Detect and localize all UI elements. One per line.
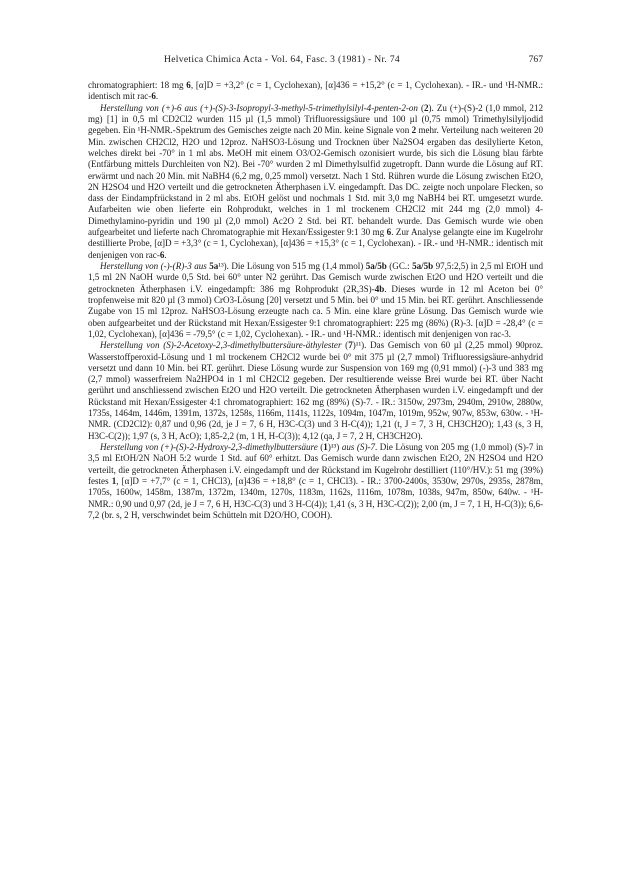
italic-heading: Herstellung von (+)-(S)-2-Hydroxy-2,3-dimethylbuttersäure: [100, 442, 318, 452]
compound-number: 6: [186, 80, 191, 90]
text-run: .: [164, 249, 167, 260]
text-run: (GC.:: [386, 261, 413, 271]
paragraph: [88, 80, 543, 103]
text-run: mehr. Verteilung nach weiteren 20 Min. zwischen CH2Cl2, H2O und 12proz. NaHSO3-Lösung und Trocknen über Na2SO4 ergaben das desilylierte Keton, welches direkt bei -70° in 1 ml abs. MeOH mit einem O3/O2-Gemisch ozonisiert wurde, bis sich die Lösung blau färbte (Entfärbung mittels Durchleiten von N2). Bei -70° wurden 2 ml Dimethylsulfid zugetropft. Dann wurde die Lösung auf RT. erwärmt und nach 20 Min. mit NaBH4 (6,2 mg, 0,25 mmol) versetzt. Nach 1 Std. Rühren wurde die Lösung zwischen Et2O, 2N H2SO4 und H2O verteilt und die getrockneten Ätherphasen i.V. eingedampft. Das DC. zeigte noch unpolare Flecken, so dass der Eindampfrückstand in 2 ml abs. EtOH gelöst und nochmals 1 Std. mit 3,0 mg NaBH4 bei RT. umgesetzt wurde. Aufarbeiten wie oben lieferte ein Rohprodukt, welches in 1 ml trockenem CH2Cl2 mit 244 mg (2,0 mmol) 4-Dimethylamino-pyridin und 190 µl (2,0 mmol) Ac2O 2 Std. bei RT. behandelt wurde. Das Gemisch wurde wie oben aufgearbeitet und lieferte nach Chromatographie mit Hexan/Essigester 9:1 30 mg: [88, 125, 543, 238]
paragraph: [88, 103, 543, 261]
compound-number: 2: [423, 102, 429, 113]
text-run: )¹¹). Das Gemisch von 60 µl (2,25 mmol) 90proz. Wasserstoffperoxid-Lösung und 1 ml trockenem CH2Cl2 wurde bei 0° mit 375 µl (2,7 mmol) Trifluoressigsäure-anhydrid versetzt und dann 10 Min. bei RT. gerührt. Diese Lösung wurde zur Suspension von 169 mg (0,91 mmol) (-)-3 und 383 mg (2,7 mmol) wasserfreiem Na2HPO4 in 1 ml CH2Cl2 gegeben. Der resultierende weisse Brei wurde bei RT. über Nacht gerührt und anschliessend zwischen Et2O und H2O verteilt. Die getrockneten Ätherphasen wurden i.V. eingedampft und der Rückstand mit Hexan/Essigester 4:1 chromatographiert: 162 mg (89%) (S)-7. - IR.: 3150w, 2973m, 2940m, 2910w, 2880w, 1735s, 1464m, 1446m, 1391m, 1372s, 1258s, 1166m, 1141s, 1122s, 1094m, 1047m, 1019m, 952w, 907w, 853w, 630w. - ¹H-NMR. (CD2Cl2): 0,87 und 0,96 (2d, je J = 7, 6 H, H3C-C(3) und 3 H-C(4)); 1,21 (t, J = 7, 3 H, CH3CH2O); 1,43 (s, 3 H, H3C-C(2)); 1,97 (s, 3 H, AcO); 1,85-2,2 (m, 1 H, H-C(3)); 4,12 (qa, J = 7, 2 H, CH3CH2O).: [88, 340, 543, 441]
article-body: [88, 80, 543, 521]
running-title: Helvetica Chimica Acta - Vol. 64, Fasc. 3 (1981) - Nr. 74: [164, 54, 401, 65]
paragraph: [88, 340, 543, 442]
text-run: , [α]D = +3,2° (c = 1, Cyclohexan), [α]436 = +15,2° (c = 1, Cyclohexan). - IR.- und ¹H-NMR.: identisch mit rac-: [88, 80, 543, 102]
compound-number: 6: [151, 91, 156, 102]
compound-number: 4b: [374, 283, 385, 294]
running-header: [88, 54, 543, 68]
compound-number: 7: [348, 340, 353, 351]
text-run: (: [341, 340, 349, 351]
text-run: ¹³). Die Lösung von 515 mg (1,4 mmol): [218, 261, 366, 271]
paragraph: [88, 261, 543, 340]
compound-number: 5a: [209, 261, 219, 271]
compound-number: 2: [411, 125, 417, 136]
text-run: , [α]D = +7,7° (c = 1, CHCl3), [α]436 = +18,8° (c = 1, CHCl3). - IR.: 3700-2400s, 3530w, 2970s, 2935s, 2878m, 1705s, 1600w, 1458m, 1387m, 1372m, 1340m, 1270s, 1183m, 1162s, 1116m, 1078m, 1038s, 947m, 850w, 640w. - ¹H-NMR.: 0,90 und 0,97 (2d, je J = 7, 6 H, H3C-C(3) und 3 H-C(4)); 1,41 (s, 3 H, H3C-C(2)); 2,00 (m, J = 7, 1 H, H-C(3)); 6,6-7,2 (br. s, 2 H, verschwindet beim Schütteln mit D2O/HO, COOH).: [88, 475, 543, 520]
italic-heading: Herstellung von (S)-2-Acetoxy-2,3-dimethylbuttersäure-äthylester: [100, 340, 342, 351]
text-run: . Die Lösung von 205 mg (1,0 mmol) (S)-7 in 3,5 ml EtOH/2N NaOH 5:2 wurde 1 Std. auf 60° erhitzt. Das Gemisch wurde dann zwischen Et2O, 2N H2SO4 und H2O verteilt, die getrockneten Ätherphasen i.V. eingedampft und der Rückstand im Kugelrohr destilliert (110°/HV.): 51 mg (39%) festes: [88, 442, 543, 486]
compound-number: 1: [111, 475, 117, 486]
compound-number: 6: [159, 249, 165, 260]
text-run: (: [417, 102, 424, 113]
italic-heading: Herstellung von (+)-6 aus (+)-(S)-3-Isopropyl-3-methyl-5-trimethylsilyl-4-penten-2-on: [100, 102, 418, 113]
text-run: .: [155, 91, 159, 102]
text-run: )¹³): [327, 442, 342, 452]
text-run: . Zur Analyse gelangte eine im Kugelrohr destillierte Probe, [α]D = +3,3° (c = 1, Cyclohexan), [α]436 = +15,3° (c = 1, Cyclohexan). - IR.- und ¹H-NMR.: identisch mit denjenigen von rac-: [88, 227, 543, 260]
text-run: . Dieses wurde in 12 ml Aceton bei 0° tropfenweise mit 820 µl (3 mmol) CrO3-Lösung [20] versetzt und 5 Min. bei 0° und 15 Min. bei RT. gerührt. Anschliessende Zugabe von 15 ml 12proz. NaHSO3-Lösung erzeugte nach ca. 5 Min. eine klare grüne Lösung. Das Gemisch wurde wie oben aufgearbeitet und der Rückstand mit Hexan/Essigester 9:1 chromatographiert: 225 mg (86%) (R)-3. [α]D = -28,4° (c = 1,02, Cyclohexan), [α]436 = -79,5° (c = 1,02, Cyclohexan). - IR.- und ¹H-NMR.: identisch mit denjenigen von rac-3.: [88, 283, 543, 339]
paragraph: [88, 442, 543, 521]
compound-number: 5a/5b: [412, 261, 434, 271]
compound-number: 1: [323, 442, 328, 452]
italic-heading: aus (S)-7: [341, 442, 375, 452]
compound-number: 6: [386, 227, 392, 238]
text-run: 97,5:2,5) in 2,5 ml EtOH und 1,5 ml 2N NaOH wurde 0,5 Std. bei 60° unter N2 gerührt. Das Gemisch wurde zwischen Et2O und H2O verteilt und die getrockneten Ätherphasen i.V. eingedampft: 386 mg Rohprodukt (2R,3S)-: [88, 261, 543, 294]
italic-heading: Herstellung von (-)-(R)-3 aus: [100, 261, 210, 271]
text-run: chromatographiert: 18 mg: [88, 80, 187, 90]
compound-number: 5a/5b: [365, 261, 387, 271]
text-run: (: [317, 442, 324, 452]
text-run: ). Zu (+)-(S)-2 (1,0 mmol, 212 mg) [1] in 0,5 ml CD2Cl2 wurden 115 µl (1,5 mmol) Trifluoressigsäure und 100 µl (0,75 mmol) Trimethylsilyljodid gegeben. Ein ¹H-NMR.-Spektrum des Gemisches zeigte nach 20 Min. keine Signale von: [88, 102, 543, 136]
page-number: 767: [528, 54, 543, 65]
